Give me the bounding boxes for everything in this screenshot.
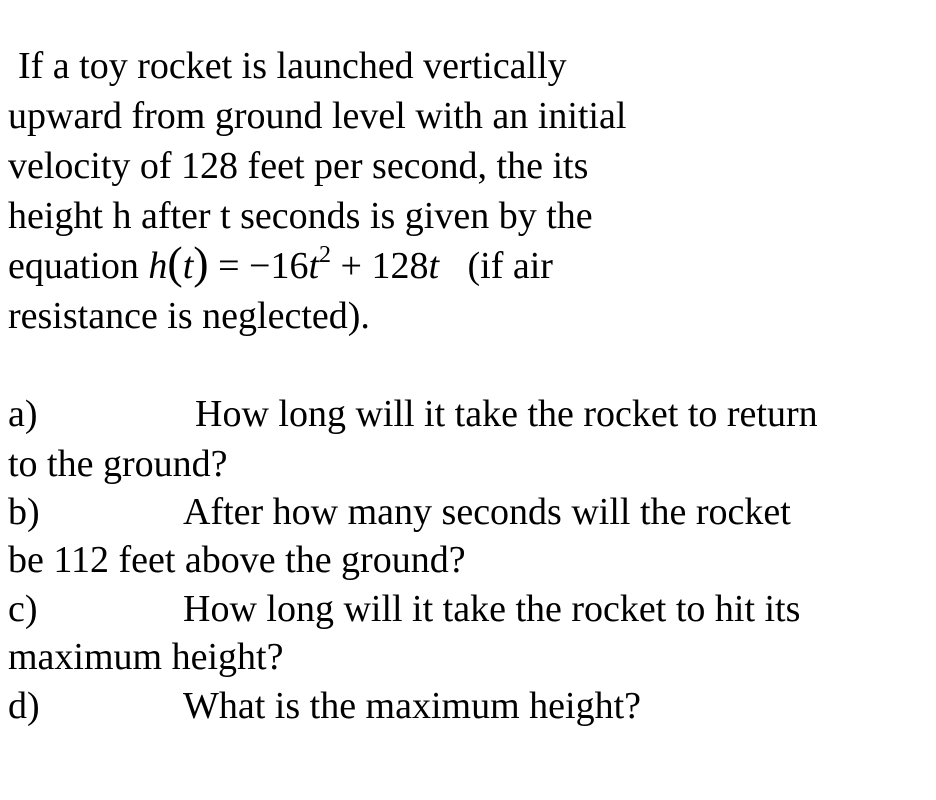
eq-left-paren: ( [167,237,183,288]
question-c-text: How long will it take the rocket to hit its [183,588,801,630]
eq-function-h: h [148,245,168,287]
eq-linear-term: + 128 [331,245,429,287]
eq-variable-t-linear: t [428,245,440,287]
equation-line [8,237,553,295]
question-b-text: After how many seconds will the rocket [183,491,791,533]
question-d-text: What is the maximum height? [183,685,642,727]
eq-exponent: 2 [319,242,332,268]
question-c-text-continued: maximum height? [8,636,284,678]
intro-line-6: resistance is neglected). [8,295,370,337]
equation-suffix: (if air [439,245,553,287]
question-a-text: How long will it take the rocket to return [195,393,818,435]
intro-line-2: upward from ground level with an initial [8,95,627,137]
question-b-text-continued: be 112 feet above the ground? [8,539,466,581]
eq-coefficient: = −16 [208,245,309,287]
intro-line-1: If a toy rocket is launched vertically [18,45,567,87]
eq-variable-t-squared: t [308,245,320,287]
intro-line-4: height h after t seconds is given by the [8,195,593,237]
eq-variable-t: t [182,245,194,287]
eq-right-paren: ) [193,237,209,288]
question-b-label: b) [8,491,40,533]
question-a-text-continued: to the ground? [8,443,228,485]
question-a-label: a) [8,393,38,435]
question-d-label: d) [8,685,40,727]
intro-line-3: velocity of 128 feet per second, the its [8,145,589,187]
equation-prefix: equation [8,245,149,287]
question-c-label: c) [8,588,38,630]
